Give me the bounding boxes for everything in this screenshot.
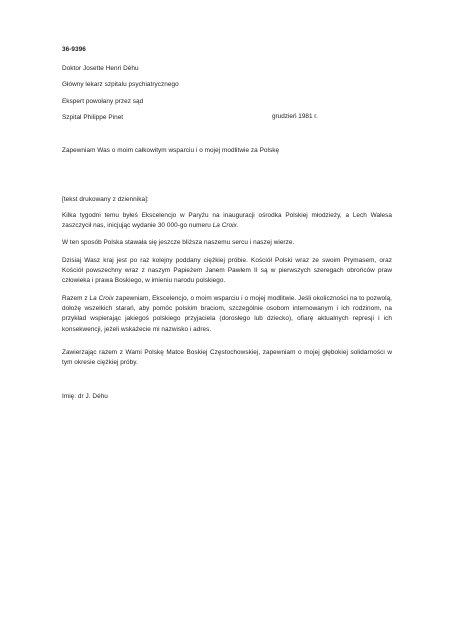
paragraph-1: Kilka tygodni temu byłeś Ekscelencjo w Paryżu na inauguracji ośrodka Polskiej młodzieży, a Lech Walesa zaszczycił nas, inicjując wydanie 30 000-go numeru La Croix.: [62, 212, 392, 230]
sender-hospital: Szpital Philippe Pinet: [62, 114, 124, 121]
paragraph-4: Razem z La Croix zapewniam, Ekscelencjo, o moim wsparciu i o mojej modlitwie. Jeśli okoliczności na to pozwolą, dołożę wszelkich starań, aby pomóc polskim braciom, szczególnie osobom internowanym i ich rodzinom, na przykład wspierając jakiegoś polskiego przyjaciela (dorosłego lub dziecko), ofiarę aktualnych represji i ich konsekwencji, jeżeli wskażecie mi nazwisko i adres.: [62, 295, 392, 333]
newspaper-title: La Croix: [89, 295, 114, 302]
document-id: 36-9396: [62, 46, 86, 53]
printed-text-note: [tekst drukowany z dziennika]:: [62, 196, 149, 203]
paragraph-2: W ten sposób Polska stawała się jeszcze bliższa naszemu sercu i naszej wierze.: [62, 239, 295, 246]
paragraph-5: Zawierzając razem z Wami Polskę Matce Boskiej Częstochowskiej, zapewniam o mojej głębokiej solidarności w tym okresie ciężkiej próby.: [62, 349, 392, 367]
newspaper-title: La Croix: [212, 222, 237, 230]
letter-date: grudzień 1981 r.: [272, 113, 318, 120]
sender-role-2: Ekspert powołany przez sąd: [62, 98, 144, 105]
paragraph-3: Dzisiaj Wasz kraj jest po raz kolejny poddany ciężkiej próbie. Kościół Polski wraz ze swoim Prymasem, oraz Kościół powszechny wraz z naszym Papieżem Janem Pawłem II są w pierwszych szeregach obrońców praw człowieka i prawa Boskiego, w imieniu narodu polskiego.: [62, 257, 392, 285]
support-line: Zapewniam Was o moim całkowitym wsparciu i o mojej modlitwie za Polskę: [62, 147, 280, 154]
sender-name: Doktor Josette Henri Déhu: [62, 65, 139, 72]
signature: Imię: dr J. Déhu: [62, 393, 108, 400]
sender-role-1: Główny lekarz szpitalu psychiatrycznego: [62, 81, 179, 88]
